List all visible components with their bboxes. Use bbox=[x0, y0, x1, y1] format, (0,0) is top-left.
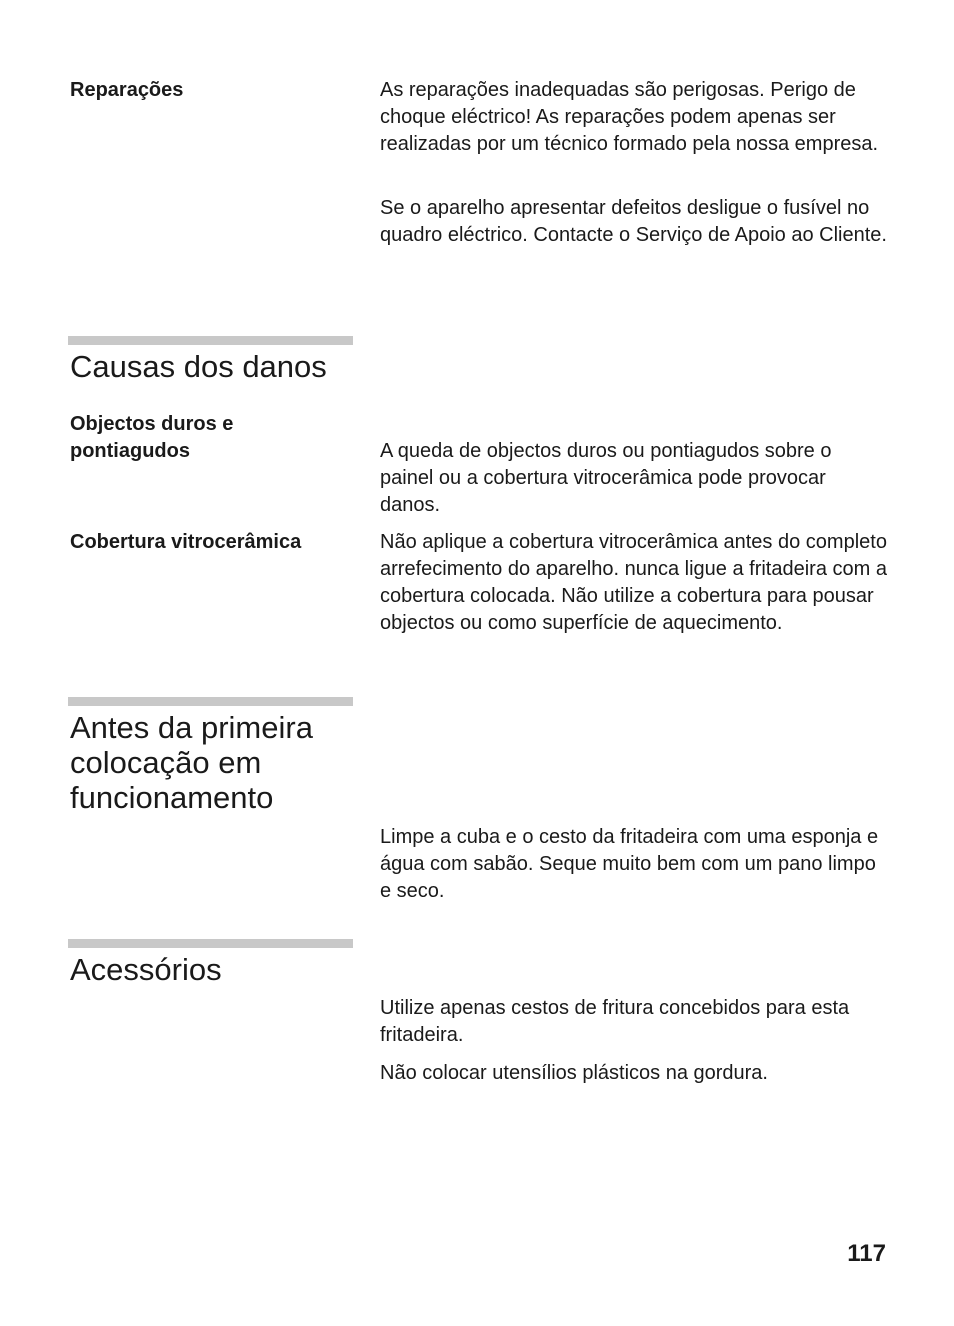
section-divider-bar bbox=[68, 697, 353, 706]
objectos-duros-text: A queda de objectos duros ou pontiagudos sobre o painel ou a cobertura vitrocerâmica pode provocar danos. bbox=[380, 440, 832, 516]
objectos-duros-label: Objectos duros e pontiagudos bbox=[70, 413, 234, 462]
section-heading-acessorios: Acessórios bbox=[70, 952, 222, 987]
cobertura-text: Não aplique a cobertura vitrocerâmica antes do completo arrefecimento do aparelho. nunca ligue a fritadeira com a cobertura colocada. Não utilize a cobertura para pousar objectos ou como superfície de aquecimento. bbox=[380, 531, 887, 634]
cobertura-label: Cobertura vitrocerâmica bbox=[70, 531, 302, 553]
acessorios-paragraph-2: Não colocar utensílios plásticos na gordura. bbox=[380, 1062, 768, 1084]
antes-text: Limpe a cuba e o cesto da fritadeira com uma esponja e água com sabão. Seque muito bem com um pano limpo e seco. bbox=[380, 826, 879, 902]
section-heading-causas: Causas dos danos bbox=[70, 349, 327, 384]
page-number: 117 bbox=[847, 1240, 886, 1267]
section-heading-antes: Antes da primeira colocação em funcionamento bbox=[70, 710, 313, 815]
section-divider-bar bbox=[68, 939, 353, 948]
reparacoes-paragraph-1: As reparações inadequadas são perigosas. Perigo de choque eléctrico! As reparações podem apenas ser realizadas por um técnico formado pela nossa empresa. bbox=[380, 79, 879, 155]
reparacoes-paragraph-2: Se o aparelho apresentar defeitos desligue o fusível no quadro eléctrico. Contacte o Serviço de Apoio ao Cliente. bbox=[380, 197, 887, 246]
section-divider-bar bbox=[68, 336, 353, 345]
acessorios-paragraph-1: Utilize apenas cestos de fritura concebidos para esta fritadeira. bbox=[380, 997, 850, 1046]
reparacoes-label: Reparações bbox=[70, 79, 184, 101]
